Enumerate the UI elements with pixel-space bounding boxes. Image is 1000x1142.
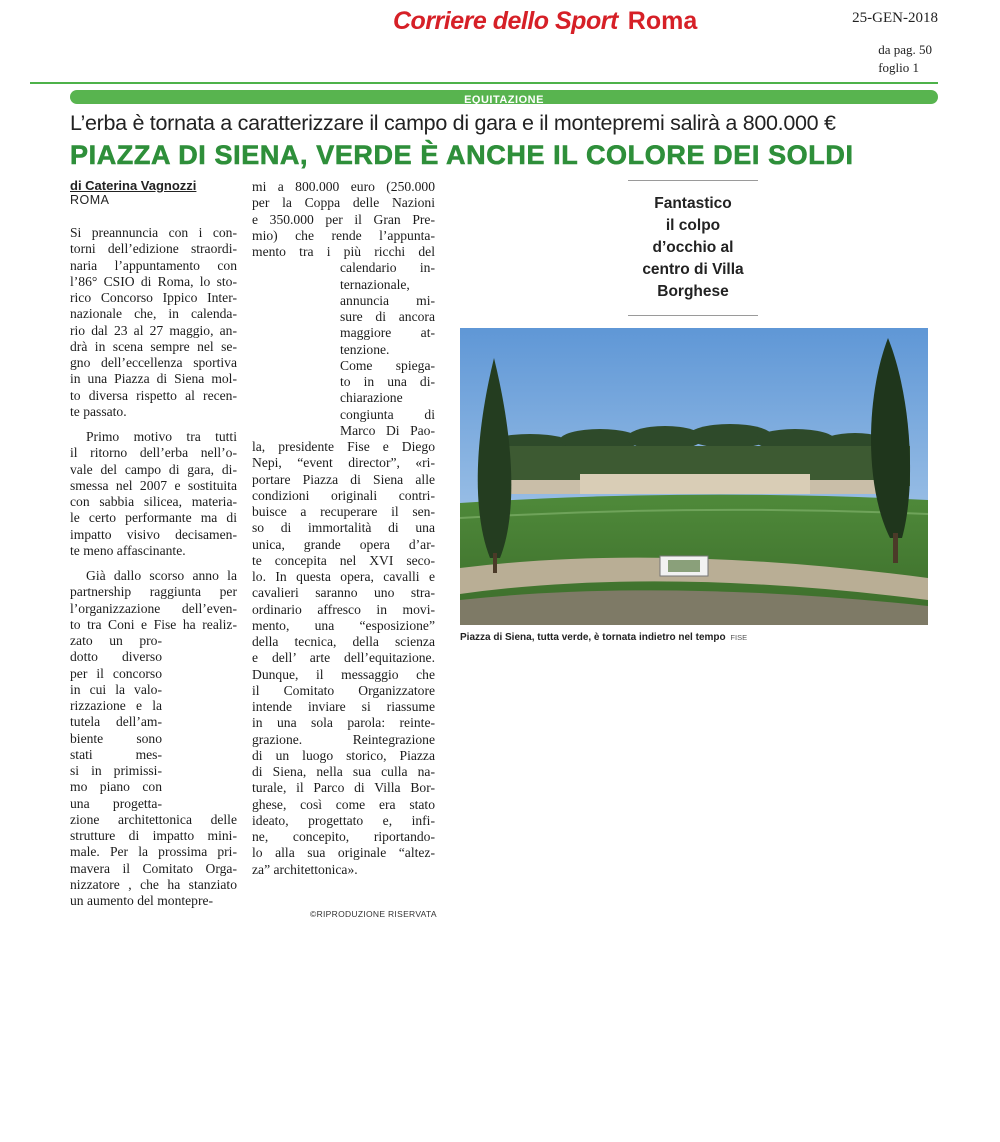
article-line: si in primissi- <box>70 763 162 778</box>
article-line: rizzazione e la <box>70 698 162 713</box>
article-line: rio dal 23 al 27 maggio, an- <box>70 322 237 338</box>
article-line: torni dell’edizione straordi- <box>70 241 237 257</box>
article-line: stati mes- <box>70 746 162 762</box>
dateline: ROMA <box>70 193 110 207</box>
article-line: per la Coppa delle Nazioni <box>252 195 435 211</box>
article-line: Come spiega- <box>340 357 435 373</box>
article-line: grazione. Reintegrazione <box>252 731 435 747</box>
article-line: biente sono <box>70 730 162 746</box>
copyright-notice: ©RIPRODUZIONE RISERVATA <box>310 909 437 919</box>
article-line: in una sola parola: reinte- <box>252 715 435 731</box>
photo-caption <box>460 632 747 643</box>
article-line: naria l’appuntamento con <box>70 257 237 273</box>
article-line: zione architettonica delle <box>70 811 237 827</box>
article-line: to in una di- <box>340 374 435 389</box>
article-line: in una Piazza di Siena mol- <box>70 371 237 387</box>
pullquote-line: Borghese <box>657 283 729 300</box>
article-line: intende inviare si riassume <box>252 699 435 714</box>
article-line: mento, una “esposizione” <box>252 617 435 633</box>
article-line: congiunta di <box>340 406 435 422</box>
section-label: EQUITAZIONE <box>464 94 544 106</box>
pullquote <box>590 193 796 303</box>
article-column-1 <box>70 225 237 909</box>
pullquote-line: Fantastico <box>654 195 732 212</box>
masthead-city: Roma <box>627 7 698 35</box>
article-line: partnership raggiunta per <box>70 584 237 600</box>
article-line: te passato. <box>70 403 127 419</box>
article-line: mavera il Comitato Orga- <box>70 860 237 876</box>
article-line: con sabbia silicea, materia- <box>70 494 237 509</box>
article-line: nizzatore , che ha stanziato <box>70 876 237 892</box>
article-line: Nepi, “event director”, «ri- <box>252 455 435 471</box>
section-bar <box>70 90 938 104</box>
article-line: le certo performante ma di <box>70 510 237 526</box>
article-line: ne, concepito, riportando- <box>252 829 435 844</box>
article-line: chiarazione <box>340 390 403 406</box>
article-line: vale del campo di gara, di- <box>70 461 237 477</box>
photo-credit: FISE <box>730 633 748 642</box>
article-line: e dell’ arte dell’equitazione. <box>252 650 435 666</box>
article-line: Marco Di Pao- <box>340 422 435 438</box>
article-line: tutela dell’am- <box>70 714 162 730</box>
article-line: in cui la valo- <box>70 681 162 697</box>
article-line: za” architettonica». <box>252 861 358 877</box>
article-line: lo. In questa opera, cavalli e <box>252 569 435 584</box>
article-line: della tecnica, della scienza <box>252 634 435 649</box>
article-line: impatto visivo decisamen- <box>70 526 237 542</box>
article-line: te concepita nel XVI seco- <box>252 552 435 568</box>
article-line: dotto diverso <box>70 649 162 665</box>
article-line: cavalieri saranno uno stra- <box>252 585 435 601</box>
article-line: unica, grande opera d’ar- <box>252 536 435 552</box>
pullquote-rule-top <box>628 180 758 181</box>
masthead-logo: Corriere dello Sport <box>393 7 618 35</box>
article-line: strutture di impatto mini- <box>70 828 237 843</box>
article-line: Primo motivo tra tutti <box>86 429 237 444</box>
article-line: so di immortalità di una <box>252 520 435 536</box>
article-photo <box>460 328 928 625</box>
article-line: calendario in- <box>340 260 435 276</box>
byline: di Caterina Vagnozzi <box>70 178 197 193</box>
sheet-number: foglio 1 <box>878 60 920 75</box>
article-line: maggiore at- <box>340 325 435 341</box>
photo-caption-text: Piazza di Siena, tutta verde, è tornata indietro nel tempo <box>460 632 726 643</box>
pullquote-line: d’occhio al <box>652 239 734 256</box>
article-line: to diversa rispetto al recen- <box>70 387 237 403</box>
article-line: mio) che rende l’appunta- <box>252 227 435 243</box>
article-line: rico Concorso Ippico Inter- <box>70 290 237 305</box>
article-line: l’organizzazione dell’even- <box>70 600 237 616</box>
article-line: mi a 800.000 euro (250.000 <box>252 179 435 194</box>
article-line: il Comitato Organizzatore <box>252 682 435 698</box>
article-line: lo alla sua originale “altez- <box>252 845 435 861</box>
article-line: sure di ancora <box>340 309 435 324</box>
article-line: drà in scena sempre nel se- <box>70 338 237 354</box>
article-line: di un luogo storico, Piazza <box>252 747 435 763</box>
article-line: tenzione. <box>340 341 390 357</box>
article-line: zato un pro- <box>70 633 162 648</box>
clipping-date: 25-GEN-2018 <box>852 10 938 26</box>
page-number: da pag. 50 <box>878 42 932 57</box>
article-line: mo piano con <box>70 779 162 795</box>
article-line: Dunque, il messaggio che <box>252 666 435 682</box>
page-reference <box>878 41 932 77</box>
park-photo-icon <box>460 328 928 625</box>
article-line: ordinario affresco in movi- <box>252 601 435 617</box>
article-line: smessa nel 2007 e sostituita <box>70 477 237 493</box>
article-line: ideato, progettato e, infi- <box>252 812 435 828</box>
article-line: to tra Coni e Fise ha realiz- <box>70 616 237 632</box>
article-line: annuncia mi- <box>340 292 435 308</box>
article-line: turale, il Parco di Villa Bor- <box>252 780 435 796</box>
article-line: nazionale che, in calenda- <box>70 306 237 322</box>
article-column-2 <box>252 179 435 878</box>
article-line: ghese, così come era stato <box>252 796 435 812</box>
article-line: di Siena, nella sua culla na- <box>252 764 435 779</box>
article-line: la, presidente Fise e Diego <box>252 439 435 454</box>
article-line: te meno affascinante. <box>70 542 186 558</box>
article-line: un aumento del montepre- <box>70 893 214 908</box>
article-line: gno dell’eccellenza sportiva <box>70 355 237 370</box>
article-line: e 350.000 per il Gran Pre- <box>252 211 435 227</box>
article-line: il ritorno dell’erba nell’o- <box>70 445 237 461</box>
article-line: male. Per la prossima pri- <box>70 844 237 860</box>
kicker: L’erba è tornata a caratterizzare il campo di gara e il montepremi salirà a 800.000 € <box>70 111 836 135</box>
pullquote-line: centro di Villa <box>642 261 744 278</box>
header-rule <box>30 82 938 84</box>
article-line: portare Piazza di Siena alle <box>252 471 435 487</box>
article-line: buisce a recuperare il sen- <box>252 504 435 519</box>
article-line: per il concorso <box>70 665 162 681</box>
article-line: Già dallo scorso anno la <box>86 568 237 583</box>
article-line: mento tra i più ricchi del <box>252 244 435 259</box>
pullquote-line: il colpo <box>665 217 721 234</box>
article-line: l’86° CSIO di Roma, lo sto- <box>70 273 237 289</box>
article-line: condizioni originali contri- <box>252 487 435 503</box>
article-line: una progetta- <box>70 795 162 811</box>
article-line: ternazionale, <box>340 276 410 292</box>
headline: PIAZZA DI SIENA, VERDE È ANCHE IL COLORE DEI SOLDI <box>70 140 854 170</box>
article-line: Si preannuncia con i con- <box>70 225 237 240</box>
pullquote-rule-bottom <box>628 315 758 316</box>
masthead <box>393 4 697 38</box>
